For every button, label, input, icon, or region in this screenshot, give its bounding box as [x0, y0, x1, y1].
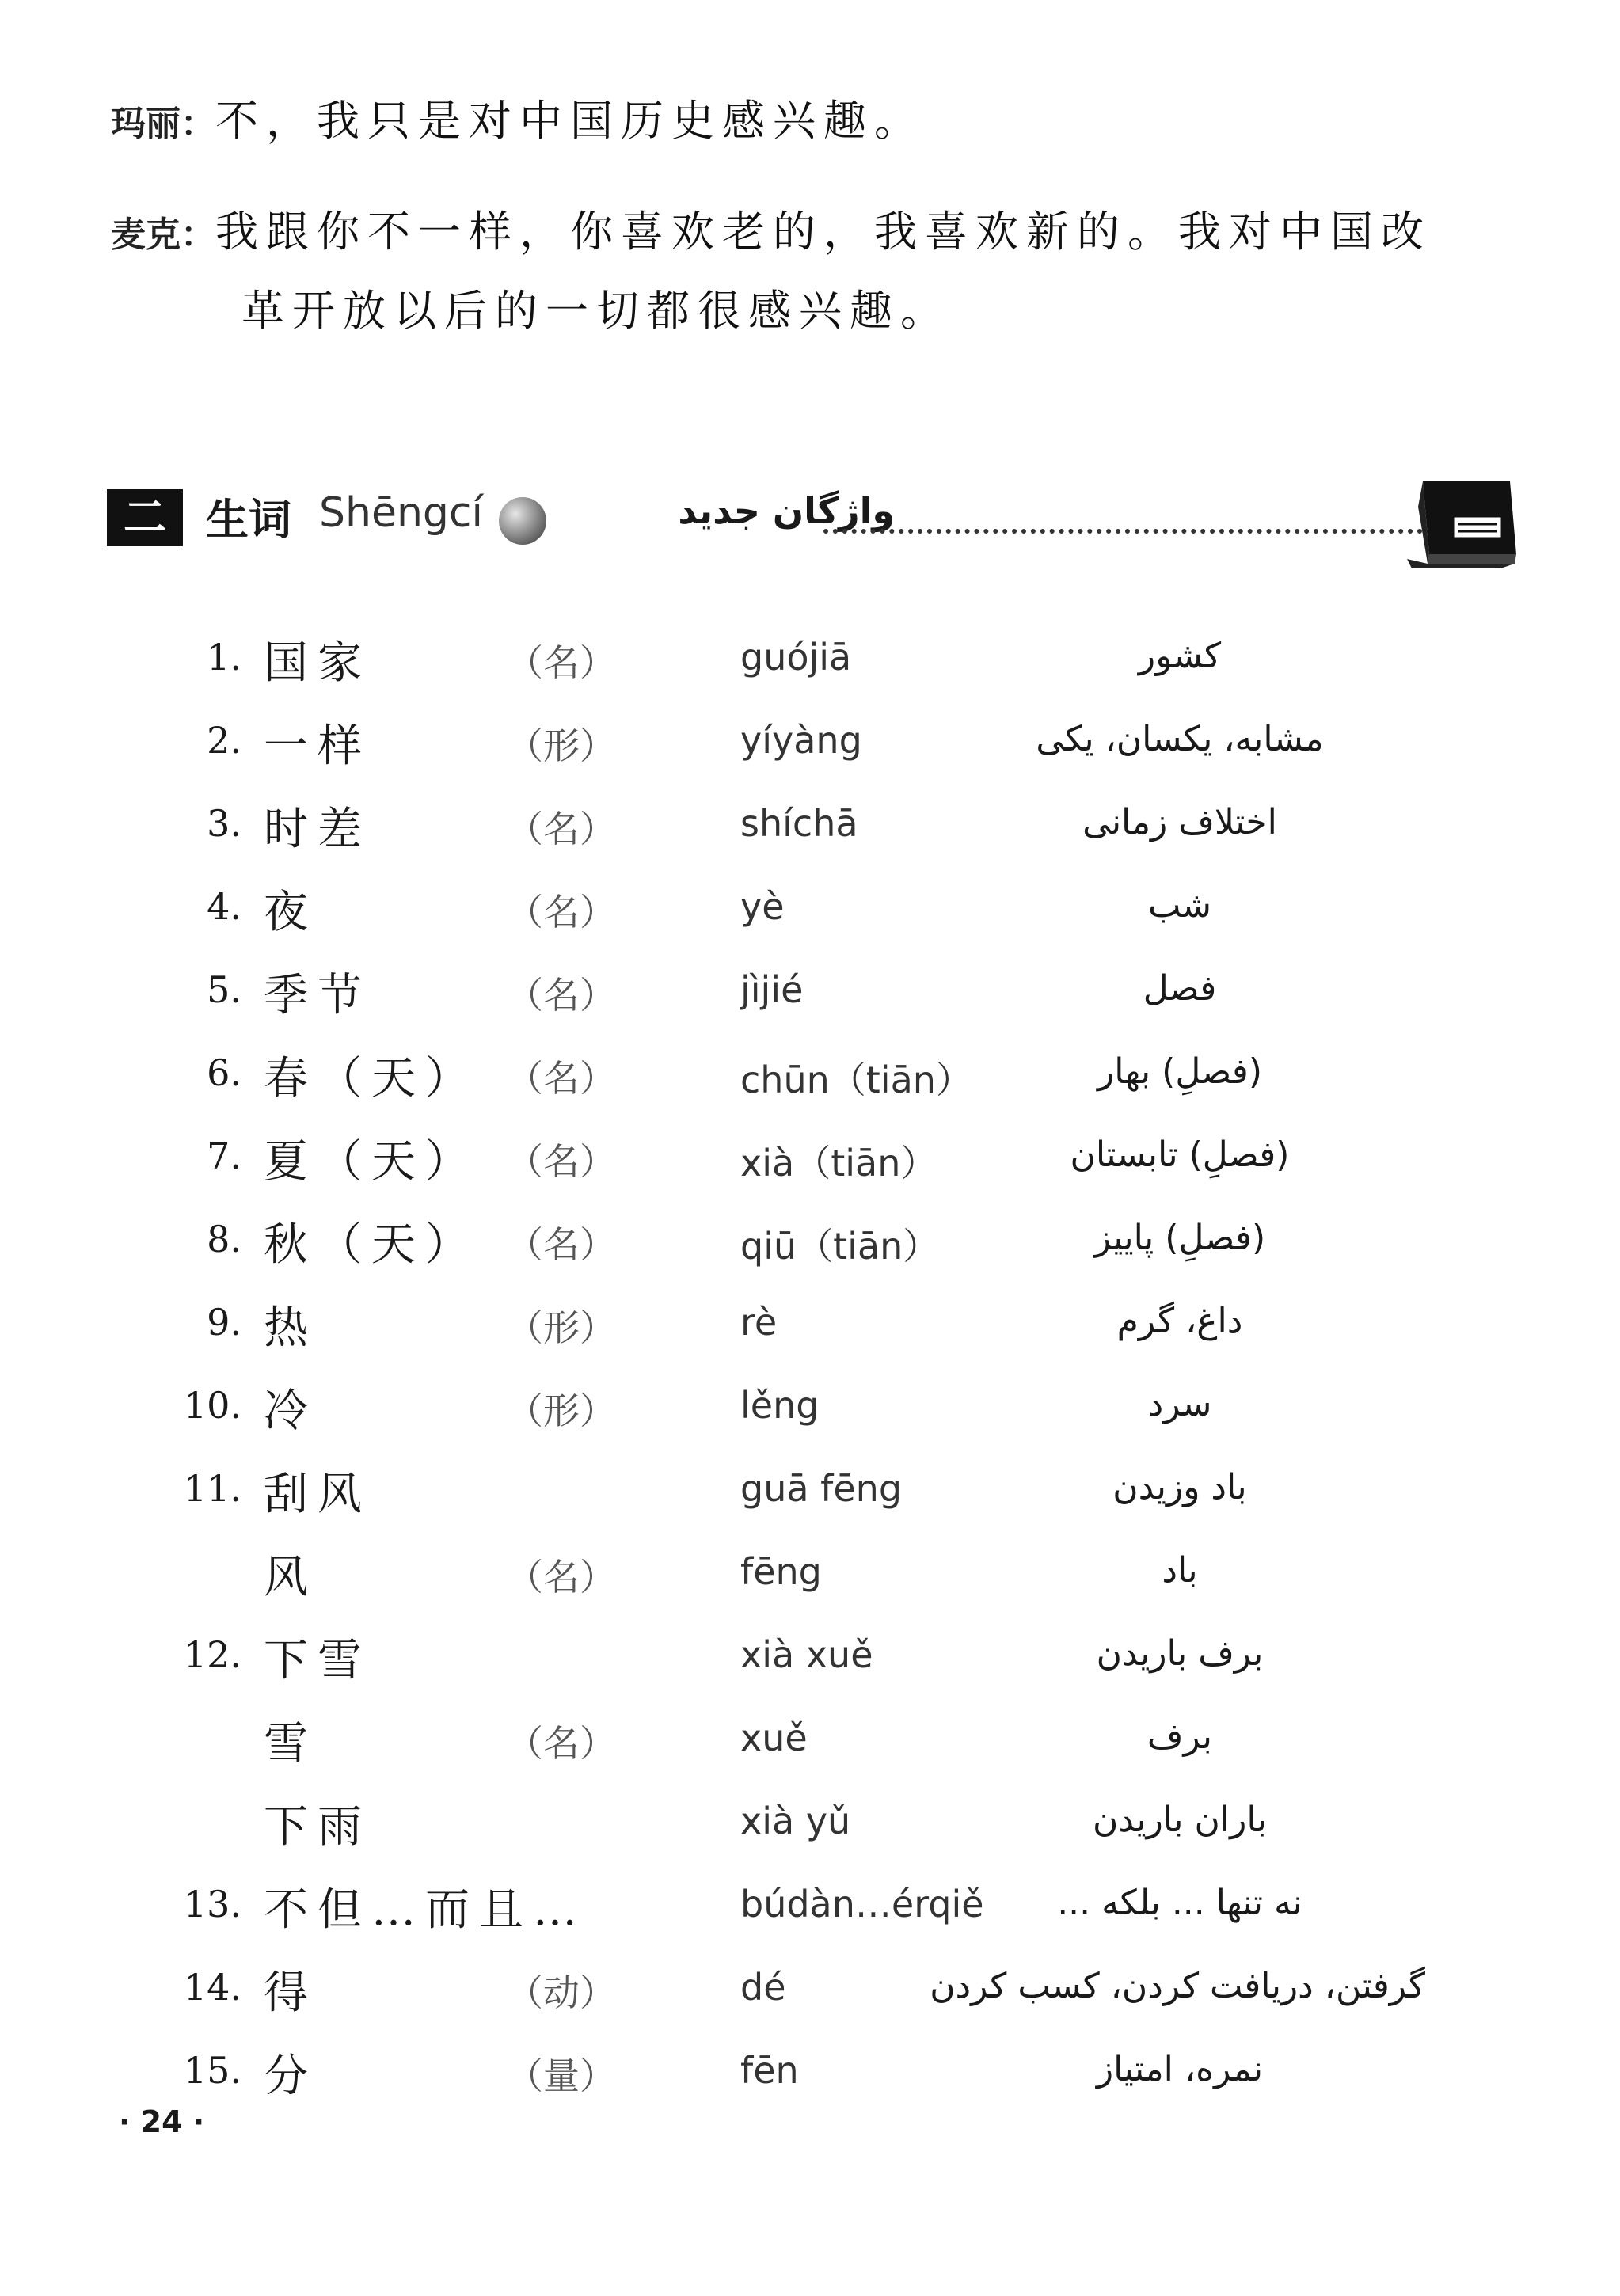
vocab-chinese: 时差: [264, 804, 371, 855]
vocab-pos: （动）: [507, 1971, 616, 2014]
vocab-number: 15.: [183, 2049, 241, 2092]
vocab-pinyin: xià xuě: [740, 1633, 873, 1676]
dialogue-line-2: [111, 198, 1432, 259]
vocab-row: [0, 1952, 1620, 2031]
vocab-row: [0, 1203, 1620, 1283]
vocab-persian: باران باریدن: [1093, 1800, 1267, 1840]
vocab-row: [0, 1702, 1620, 1781]
vocab-persian: مشابه، یکسان، یکی: [1036, 719, 1324, 759]
vocab-row: [0, 1453, 1620, 1532]
vocab-row: [0, 1536, 1620, 1615]
vocab-pinyin: fēn: [740, 2049, 799, 2092]
vocab-pos: （名）: [507, 1057, 616, 1100]
vocab-number: 5.: [207, 968, 241, 1011]
vocab-row: [0, 622, 1620, 701]
vocab-pinyin: lěng: [740, 1384, 820, 1427]
vocab-pinyin: fēng: [740, 1550, 822, 1593]
vocab-row: [0, 1037, 1620, 1116]
vocab-chinese: 热: [264, 1302, 318, 1354]
book-icon: [1405, 475, 1520, 570]
vocab-chinese: 下雨: [264, 1801, 371, 1853]
vocab-persian: (فصلِ) تابستان: [1070, 1135, 1290, 1175]
vocab-pos: （名）: [507, 891, 616, 933]
vocab-persian: کشور: [1138, 636, 1222, 676]
vocab-persian: برف: [1147, 1716, 1213, 1757]
vocab-chinese: 不但…而且…: [264, 1884, 587, 1936]
vocab-chinese: 一样: [264, 720, 371, 772]
vocab-persian: سرد: [1147, 1384, 1212, 1424]
vocab-number: 13.: [183, 1883, 241, 1925]
vocab-chinese: 下雪: [264, 1635, 371, 1686]
vocab-number: 12.: [183, 1633, 241, 1676]
vocab-row: [0, 1619, 1620, 1698]
vocab-pos: （形）: [507, 724, 616, 767]
vocab-pinyin: yíyàng: [740, 719, 862, 762]
vocab-row: [0, 954, 1620, 1033]
vocab-pinyin: jìjié: [740, 968, 804, 1011]
vocab-pos: （量）: [507, 2055, 616, 2097]
vocab-pinyin: dé: [740, 1966, 786, 2009]
vocab-chinese: 秋（天）: [264, 1219, 479, 1271]
vocab-number: 11.: [183, 1467, 241, 1510]
section-title-cn: 生词: [206, 495, 291, 545]
dialogue-line-1: [111, 87, 925, 148]
section-header: [107, 483, 1532, 570]
vocab-persian: فصل: [1143, 968, 1217, 1009]
dotted-leader: [823, 529, 1489, 534]
speaker-maike: 麦克：: [111, 215, 215, 255]
vocab-pos: （名）: [507, 1223, 616, 1266]
vocab-row: [0, 2035, 1620, 2114]
vocab-persian: برف باریدن: [1096, 1633, 1264, 1674]
vocab-pos: （名）: [507, 1556, 616, 1598]
vocab-pos: （名）: [507, 808, 616, 850]
vocab-number: 3.: [207, 802, 241, 845]
vocab-pinyin: chūn（tiān）: [740, 1059, 972, 1101]
vocab-row: [0, 1120, 1620, 1199]
speech-continuation: 革开放以后的一切都很感兴趣。: [241, 286, 951, 336]
vocab-pinyin: guā fēng: [740, 1467, 903, 1510]
vocab-pinyin: shíchā: [740, 802, 858, 845]
page-number: · 24 ·: [119, 2104, 205, 2139]
vocab-chinese: 风: [264, 1552, 318, 1603]
vocab-pinyin: xià yǔ: [740, 1800, 851, 1842]
vocab-chinese: 夜: [264, 887, 318, 938]
vocab-pinyin: rè: [740, 1301, 778, 1344]
vocab-row: [0, 1370, 1620, 1449]
vocab-chinese: 分: [264, 2051, 318, 2102]
vocab-pinyin: yè: [740, 885, 785, 928]
vocab-number: 2.: [207, 719, 241, 762]
vocab-number: 4.: [207, 885, 241, 928]
vocab-chinese: 季节: [264, 970, 371, 1021]
vocab-pinyin: xià（tiān）: [740, 1142, 937, 1184]
vocab-persian: نمره، امتیاز: [1096, 2049, 1264, 2089]
vocab-number: 6.: [207, 1051, 241, 1094]
speaker-mali: 玛丽：: [111, 104, 215, 144]
vocab-pinyin: qiū（tiān）: [740, 1225, 940, 1268]
vocab-chinese: 夏（天）: [264, 1136, 479, 1188]
vocab-row: [0, 1287, 1620, 1366]
vocab-persian: نه تنها ... بلکه ...: [1057, 1883, 1302, 1923]
vocab-pinyin: guójiā: [740, 636, 852, 679]
vocab-pos: （形）: [507, 1306, 616, 1349]
vocab-chinese: 冷: [264, 1386, 318, 1437]
vocab-pos: （名）: [507, 641, 616, 684]
vocab-number: 1.: [207, 636, 241, 679]
speech-text: 不，我只是对中国历史感兴趣。: [215, 96, 925, 146]
vocab-row: [0, 788, 1620, 867]
vocab-number: 7.: [207, 1135, 241, 1177]
vocab-chinese: 得: [264, 1967, 318, 2019]
vocab-chinese: 雪: [264, 1718, 318, 1770]
vocab-pos: （名）: [507, 974, 616, 1017]
vocab-pos: （形）: [507, 1389, 616, 1432]
vocab-row: [0, 705, 1620, 784]
vocab-persian: شب: [1147, 885, 1212, 926]
vocab-persian: (فصلِ) پاییز: [1093, 1218, 1266, 1258]
vocab-chinese: 刮风: [264, 1469, 371, 1520]
section-number: 二: [107, 489, 183, 546]
section-title-pinyin: Shēngcí: [319, 489, 483, 537]
vocab-persian: داغ، گرم: [1116, 1301, 1243, 1341]
speech-text: 我跟你不一样，你喜欢老的，我喜欢新的。我对中国改: [215, 207, 1432, 257]
vocab-row: [0, 1785, 1620, 1865]
vocab-row: [0, 1868, 1620, 1948]
vocab-persian: اختلاف زمانی: [1082, 802, 1277, 842]
vocab-number: 9.: [207, 1301, 241, 1344]
vocab-persian: گرفتن، دریافت کردن، کسب کردن: [930, 1966, 1425, 2006]
vocab-pos: （名）: [507, 1722, 616, 1765]
vocab-pinyin: xuě: [740, 1716, 808, 1759]
vocab-row: [0, 871, 1620, 950]
vocab-persian: (فصلِ) بهار: [1097, 1051, 1262, 1092]
vocab-number: 10.: [183, 1384, 241, 1427]
section-title-fa: واژگان جدید: [678, 489, 895, 532]
bullet-dot-icon: [499, 497, 546, 545]
vocab-chinese: 春（天）: [264, 1053, 479, 1104]
vocab-pos: （名）: [507, 1140, 616, 1183]
vocab-chinese: 国家: [264, 637, 371, 689]
vocab-persian: باد: [1162, 1550, 1198, 1591]
vocab-persian: باد وزیدن: [1112, 1467, 1247, 1507]
vocab-number: 14.: [183, 1966, 241, 2009]
vocab-pinyin: búdàn…érqiě: [740, 1883, 984, 1925]
vocab-number: 8.: [207, 1218, 241, 1260]
